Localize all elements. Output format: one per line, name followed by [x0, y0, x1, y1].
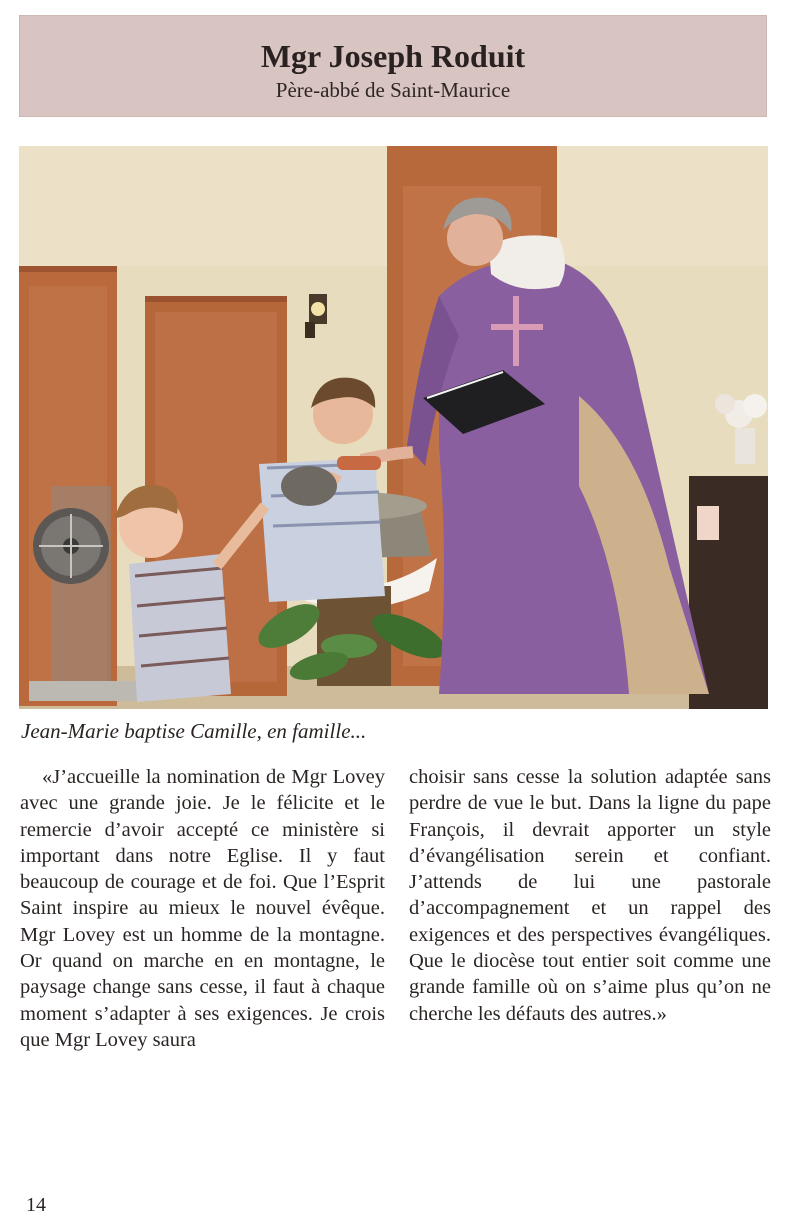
page-title: Mgr Joseph Roduit: [260, 38, 526, 74]
article-paragraph: «J’accueille la nomination de Mgr Lovey avec une grande joie. Je le félicite et le remercie d’avoir accepté ce ministère si important dans notre Eglise. Il y faut beaucoup de courage et de foi. Que l’Esprit Saint inspire au mieux le nouvel évêque. Mgr Lovey est un homme de la montagne. Or quand on marche en en montagne, le paysage change sans cesse, il faut à chaque moment s’adapter à ses exigences. Je crois que Mgr Lovey saura: [20, 766, 385, 1051]
page-number: 14: [26, 1194, 46, 1216]
photo-caption: Jean-Marie baptise Camille, en famille...: [21, 719, 367, 743]
baptism-photo: [19, 146, 768, 709]
article-paragraph-continued: choisir sans cesse la solution adaptée sans perdre de vue le but. Dans la ligne du pape François, il devrait apporter un style d’évangélisation serein et confiant. J’attends de lui une pastorale d’accompagnement et un rappel des exigences et des perspectives évangéliques. Que le diocèse tout entier soit comme une grande famille où on s’aime plus qu’on ne cherche les défauts des autres.»: [409, 766, 771, 1025]
water-jug: [281, 466, 337, 506]
article-column-left: [20, 764, 385, 1053]
page-subtitle: Père-abbé de Saint-Maurice: [275, 78, 511, 102]
article-column-right: [409, 764, 771, 1027]
title-banner: [19, 15, 767, 117]
